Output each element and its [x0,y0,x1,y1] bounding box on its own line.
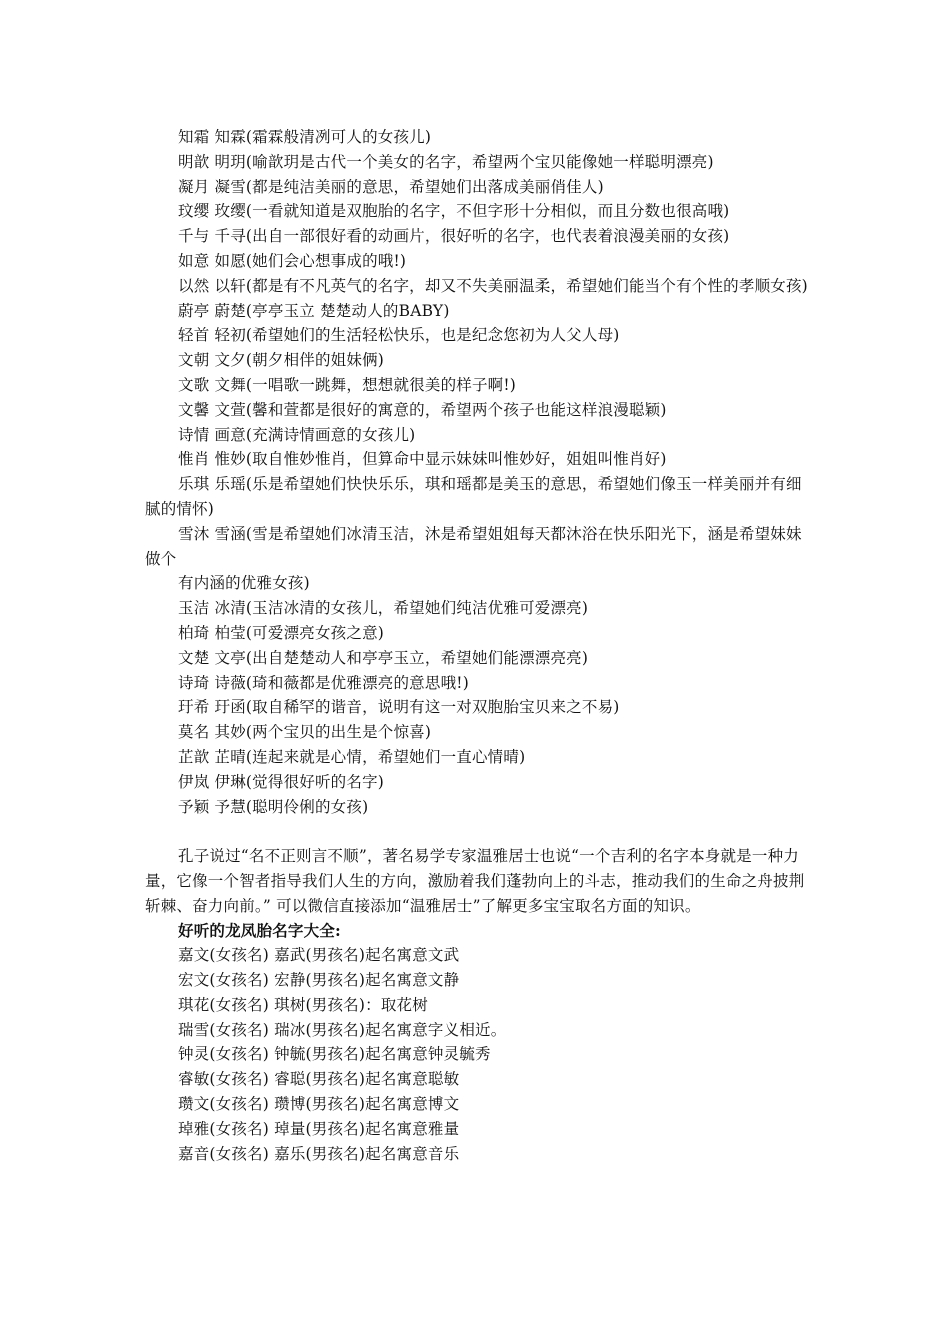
name-entry: 文馨 文萱(馨和萱都是很好的寓意的，希望两个孩子也能这样浪漫聪颖) [178,400,667,419]
name-entry: 琪花(女孩名) 琪树(男孩名)：取花树 [178,995,428,1014]
name-entry: 惟肖 惟妙(取自惟妙惟肖，但算命中显示妹妹叫惟妙好，姐姐叫惟肖好) [178,450,667,469]
name-entry: 嘉音(女孩名) 嘉乐(男孩名)起名寓意音乐 [178,1144,460,1163]
name-entry: 钟灵(女孩名) 钟毓(男孩名)起名寓意钟灵毓秀 [178,1045,491,1064]
name-entry: 轻首 轻初(希望她们的生活轻松快乐，也是纪念您初为人父人母) [178,326,620,345]
quote-paragraph: 孔子说过“名不正则言不顺”，著名易学专家温雅居士也说“一个吉利的名字本身就是一种力量，它像一个智者指导我们人生的方向，激励着我们蓬勃向上的斗志，推动我们的生命之舟披荆斩棘、奋力向前。” 可以微信直接添加“温雅居士”了解更多宝宝取名方面的知识。 [145,847,805,915]
name-entry-continuation: 有内涵的优雅女孩) [178,574,310,593]
name-entry: 琸雅(女孩名) 琸量(男孩名)起名寓意雅量 [178,1119,460,1138]
document-body [145,125,810,1166]
name-entry-wrapped: 雪沐 雪涵(雪是希望她们冰清玉洁，沐是希望姐姐每天都沐浴在快乐阳光下，涵是希望妹妹做个 [145,524,802,568]
name-entry: 柏琦 柏莹(可爱漂亮女孩之意) [178,623,385,642]
name-entry: 诗情 画意(充满诗情画意的女孩儿) [178,425,416,444]
name-entry: 玟缨 玫缨(一看就知道是双胞胎的名字，不但字形十分相似，而且分数也很高哦) [178,202,730,221]
name-entry: 千与 千寻(出自一部很好看的动画片，很好听的名字，也代表着浪漫美丽的女孩) [178,227,730,246]
name-entry-wrapped: 乐琪 乐瑶(乐是希望她们快快乐乐，琪和瑶都是美玉的意思，希望她们像玉一样美丽并有细腻的情怀) [145,475,802,518]
name-entry: 嘉文(女孩名) 嘉武(男孩名)起名寓意文武 [178,946,460,965]
name-entry: 明歆 明玥(喻歆玥是古代一个美女的名字，希望两个宝贝能像她一样聪明漂亮) [178,152,714,171]
section-heading: 好听的龙凤胎名字大全: [178,920,341,940]
name-entry: 凝月 凝雪(都是纯洁美丽的意思，希望她们出落成美丽俏佳人) [178,177,604,196]
name-entry: 知霜 知霖(霜霖般清冽可人的女孩儿) [178,128,432,146]
name-entry: 伊岚 伊琳(觉得很好听的名字) [178,772,385,791]
name-entry: 文歌 文舞(一唱歌一跳舞，想想就很美的样子啊!) [178,375,517,394]
name-entry: 玉洁 冰清(玉洁冰清的女孩儿，希望她们纯洁优雅可爱漂亮) [178,599,589,618]
name-entry: 予颖 予慧(聪明伶俐的女孩) [178,797,369,816]
name-entry: 瑞雪(女孩名) 瑞冰(男孩名)起名寓意字义相近。 [178,1020,507,1039]
name-entry: 瓒文(女孩名) 瓒博(男孩名)起名寓意博文 [178,1095,460,1114]
name-entry: 文朝 文夕(朝夕相伴的姐妹俩) [178,351,385,370]
name-entry: 芷歆 芷晴(连起来就是心情，希望她们一直心情晴) [178,747,526,766]
name-entry: 莫名 其妙(两个宝贝的出生是个惊喜) [178,723,432,742]
name-entry: 文楚 文亭(出自楚楚动人和亭亭玉立，希望她们能漂漂亮亮) [178,648,589,667]
name-entry: 睿敏(女孩名) 睿聪(男孩名)起名寓意聪敏 [178,1070,460,1089]
name-entry: 蔚亭 蔚楚(亭亭玉立 楚楚动人的BABY) [178,301,450,320]
name-entry: 玗希 玗函(取自稀罕的谐音，说明有这一对双胞胎宝贝来之不易) [178,698,620,717]
name-entry-wrapped: 以然 以轩(都是有不凡英气的名字，却又不失美丽温柔，希望她们能当个有个性的孝顺女孩) [178,276,808,295]
name-entry: 如意 如愿(她们会心想事成的哦!) [178,251,407,270]
name-entry: 宏文(女孩名) 宏静(男孩名)起名寓意文静 [178,971,460,990]
name-entry: 诗琦 诗薇(琦和薇都是优雅漂亮的意思哦!) [178,673,469,692]
paragraph-spacer [145,819,810,844]
